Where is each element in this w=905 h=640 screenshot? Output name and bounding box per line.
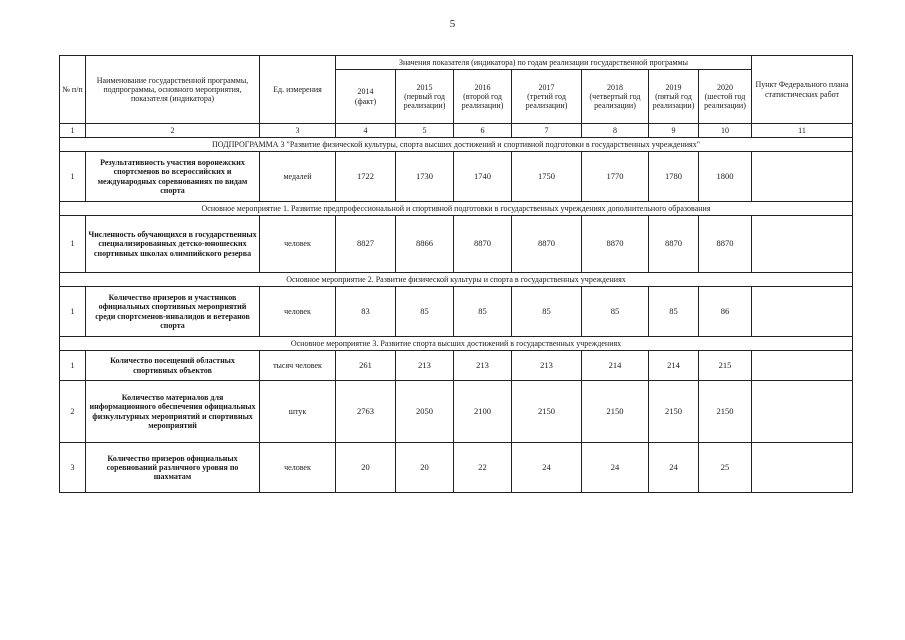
stat-plan-cell <box>752 381 853 443</box>
header-col-name: Наименование государственной программы, подпрограммы, основного мероприятия, показателя (индикатора) <box>86 56 260 124</box>
unit-cell: медалей <box>260 152 336 202</box>
value-2018: 24 <box>582 443 649 493</box>
section-row <box>60 273 853 287</box>
section-title: ПОДПРОГРАММА 3 "Развитие физической культуры, спорта высших достижений и спортивной подготовки в государственных учреждениях" <box>60 138 853 152</box>
header-col-stat: Пункт Федерального плана статистических работ <box>752 56 853 124</box>
value-2019: 2150 <box>649 381 699 443</box>
header-year-2019: 2019 (пятый год реализации) <box>649 70 699 124</box>
value-2017: 24 <box>512 443 582 493</box>
table-row <box>60 381 853 443</box>
indicator-name: Количество посещений областных спортивных объектов <box>86 351 260 381</box>
header-row-1 <box>60 56 853 70</box>
value-2017: 1750 <box>512 152 582 202</box>
row-number: 1 <box>60 216 86 273</box>
value-2014: 261 <box>336 351 396 381</box>
value-2015: 1730 <box>396 152 454 202</box>
unit-cell: тысяч человек <box>260 351 336 381</box>
value-2018: 8870 <box>582 216 649 273</box>
table-row <box>60 351 853 381</box>
column-number: 10 <box>699 124 752 138</box>
value-2018: 2150 <box>582 381 649 443</box>
value-2020: 2150 <box>699 381 752 443</box>
column-numbers-row <box>60 124 853 138</box>
value-2018: 85 <box>582 287 649 337</box>
indicator-name: Численность обучающихся в государственных специализированных детско-юношеских спортивных школах олимпийского резерва <box>86 216 260 273</box>
value-2016: 2100 <box>454 381 512 443</box>
column-number: 1 <box>60 124 86 138</box>
stat-plan-cell <box>752 443 853 493</box>
header-values-group: Значения показателя (индикатора) по годам реализации государственной программы <box>336 56 752 70</box>
value-2020: 1800 <box>699 152 752 202</box>
column-number: 2 <box>86 124 260 138</box>
row-number: 3 <box>60 443 86 493</box>
unit-cell: человек <box>260 287 336 337</box>
value-2020: 8870 <box>699 216 752 273</box>
value-2015: 213 <box>396 351 454 381</box>
section-title: Основное мероприятие 1. Развитие предпрофессиональной и спортивной подготовки в государственных учреждениях дополнительного образования <box>60 202 853 216</box>
header-year-2016: 2016 (второй год реализации) <box>454 70 512 124</box>
section-title: Основное мероприятие 2. Развитие физической культуры и спорта в государственных учреждениях <box>60 273 853 287</box>
value-2015: 2050 <box>396 381 454 443</box>
value-2016: 1740 <box>454 152 512 202</box>
section-title: Основное мероприятие 3. Развитие спорта высших достижений в государственных учреждениях <box>60 337 853 351</box>
stat-plan-cell <box>752 351 853 381</box>
header-year-2020: 2020 (шестой год реализации) <box>699 70 752 124</box>
value-2016: 22 <box>454 443 512 493</box>
table-row <box>60 287 853 337</box>
column-number: 5 <box>396 124 454 138</box>
row-number: 1 <box>60 351 86 381</box>
column-number: 8 <box>582 124 649 138</box>
value-2017: 85 <box>512 287 582 337</box>
value-2015: 8866 <box>396 216 454 273</box>
stat-plan-cell <box>752 287 853 337</box>
value-2016: 213 <box>454 351 512 381</box>
value-2020: 86 <box>699 287 752 337</box>
value-2019: 1780 <box>649 152 699 202</box>
header-year-2014: 2014 (факт) <box>336 70 396 124</box>
header-year-2018: 2018 (четвертый год реализации) <box>582 70 649 124</box>
indicator-name: Количество призеров и участников официальных спортивных мероприятий среди спортсменов-инвалидов и ветеранов спорта <box>86 287 260 337</box>
indicator-name: Количество материалов для информационного обеспечения официальных физкультурных мероприятий и спортивных мероприятий <box>86 381 260 443</box>
value-2019: 24 <box>649 443 699 493</box>
column-number: 4 <box>336 124 396 138</box>
row-number: 1 <box>60 287 86 337</box>
table-row <box>60 152 853 202</box>
value-2014: 1722 <box>336 152 396 202</box>
value-2017: 213 <box>512 351 582 381</box>
column-number: 6 <box>454 124 512 138</box>
value-2014: 2763 <box>336 381 396 443</box>
value-2014: 83 <box>336 287 396 337</box>
value-2015: 20 <box>396 443 454 493</box>
column-number: 7 <box>512 124 582 138</box>
value-2019: 214 <box>649 351 699 381</box>
value-2020: 25 <box>699 443 752 493</box>
section-row <box>60 202 853 216</box>
header-year-2017: 2017 (третий год реализации) <box>512 70 582 124</box>
value-2016: 85 <box>454 287 512 337</box>
table-row <box>60 443 853 493</box>
value-2018: 1770 <box>582 152 649 202</box>
value-2019: 85 <box>649 287 699 337</box>
header-col-unit: Ед. измерения <box>260 56 336 124</box>
page-number: 5 <box>449 18 456 30</box>
unit-cell: штук <box>260 381 336 443</box>
stat-plan-cell <box>752 152 853 202</box>
value-2014: 8827 <box>336 216 396 273</box>
row-number: 1 <box>60 152 86 202</box>
indicators-table <box>59 55 853 493</box>
column-number: 3 <box>260 124 336 138</box>
value-2020: 215 <box>699 351 752 381</box>
value-2019: 8870 <box>649 216 699 273</box>
unit-cell: человек <box>260 443 336 493</box>
value-2016: 8870 <box>454 216 512 273</box>
table-row <box>60 216 853 273</box>
header-year-2015: 2015 (первый год реализации) <box>396 70 454 124</box>
column-number: 11 <box>752 124 853 138</box>
stat-plan-cell <box>752 216 853 273</box>
row-number: 2 <box>60 381 86 443</box>
section-row <box>60 138 853 152</box>
indicator-name: Количество призеров официальных соревнований различного уровня по шахматам <box>86 443 260 493</box>
section-row <box>60 337 853 351</box>
header-col-no: № п/п <box>60 56 86 124</box>
value-2017: 2150 <box>512 381 582 443</box>
unit-cell: человек <box>260 216 336 273</box>
value-2014: 20 <box>336 443 396 493</box>
value-2018: 214 <box>582 351 649 381</box>
indicator-name: Результативность участия воронежских спортсменов во всероссийских и международных соревнованиях по видам спорта <box>86 152 260 202</box>
value-2017: 8870 <box>512 216 582 273</box>
value-2015: 85 <box>396 287 454 337</box>
column-number: 9 <box>649 124 699 138</box>
